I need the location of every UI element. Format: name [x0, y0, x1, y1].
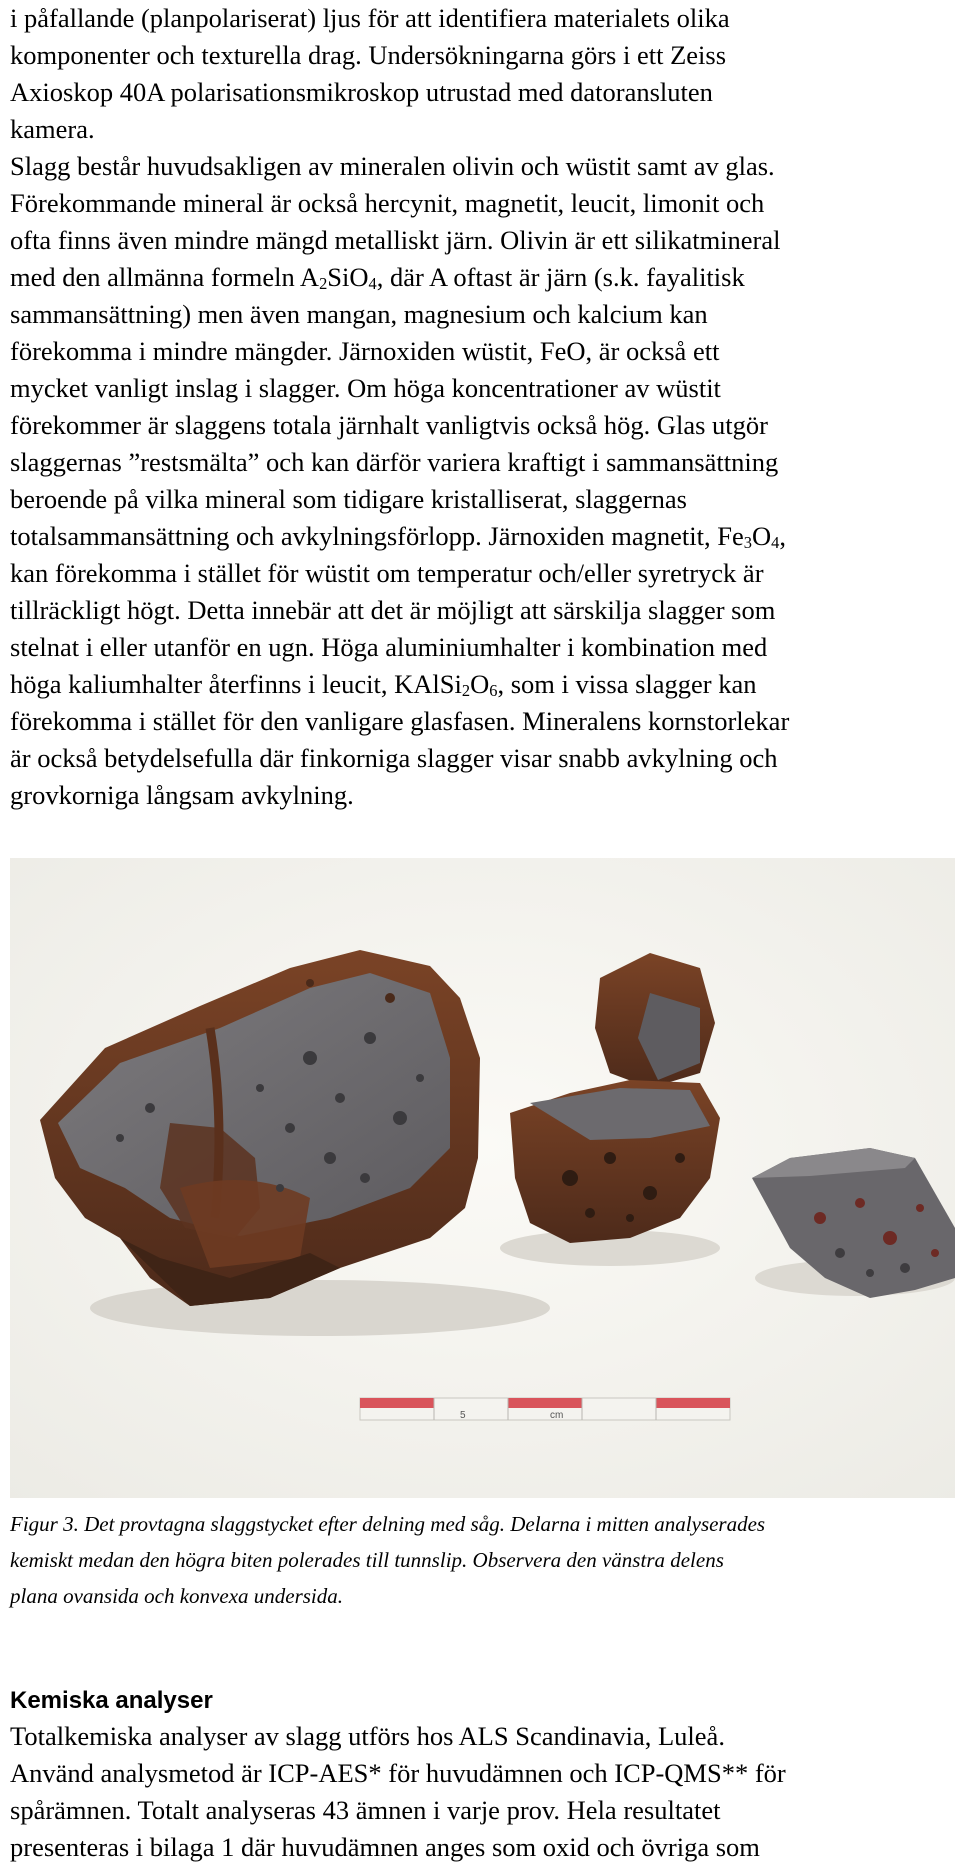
- text-line: mycket vanligt inslag i slagger. Om höga koncentrationer av wüstit: [10, 373, 721, 403]
- text-line: är också betydelsefulla där finkorniga slagger visar snabb avkylning och: [10, 743, 778, 773]
- text-line: förekommer är slaggens totala järnhalt vanligtvis också hög. Glas utgör: [10, 410, 768, 440]
- text-line: Slagg består huvudsakligen av mineralen olivin och wüstit samt av glas.: [10, 151, 775, 181]
- caption-line: Figur 3. Det provtagna slaggstycket efter delning med såg. Delarna i mitten analyserades: [10, 1512, 766, 1536]
- text-line: Totalkemiska analyser av slagg utförs hos ALS Scandinavia, Luleå.: [10, 1721, 725, 1751]
- text-line-formula: [10, 666, 955, 703]
- scale-label-unit: cm: [550, 1410, 564, 1421]
- text-fragment: , som i vissa slagger kan: [497, 669, 757, 699]
- text-line: Axioskop 40A polarisationsmikroskop utrustad med datoransluten: [10, 77, 713, 107]
- scale-label-number: 5: [460, 1410, 466, 1421]
- caption-line: kemiskt medan den högra biten polerades till tunnslip. Observera den vänstra delens: [10, 1548, 724, 1572]
- text-fragment: totalsammansättning och avkylningsförlopp. Järnoxiden magnetit, Fe: [10, 521, 744, 551]
- slag-photo: [10, 858, 955, 1498]
- section-heading: Kemiska analyser: [10, 1687, 213, 1714]
- text-fragment: med den allmänna formeln A: [10, 262, 320, 292]
- text-line: Förekommande mineral är också hercynit, magnetit, leucit, limonit och: [10, 188, 765, 218]
- scale-bar: [360, 1398, 730, 1421]
- subscript: 3: [743, 532, 752, 552]
- text-line: sammansättning) men även mangan, magnesium och kalcium kan: [10, 299, 708, 329]
- text-line: Använd analysmetod är ICP-AES* för huvudämnen och ICP-QMS** för: [10, 1758, 786, 1788]
- body-paragraph: [10, 0, 955, 814]
- text-line: beroende på vilka mineral som tidigare kristalliserat, slaggernas: [10, 484, 687, 514]
- text-line: spårämnen. Totalt analyseras 43 ämnen i varje prov. Hela resultatet: [10, 1795, 721, 1825]
- text-line-formula: [10, 259, 955, 296]
- text-fragment: O: [752, 521, 772, 551]
- text-line: ofta finns även mindre mängd metalliskt järn. Olivin är ett silikatmineral: [10, 225, 781, 255]
- text-line-formula: [10, 518, 955, 555]
- text-line: tillräckligt högt. Detta innebär att det är möjligt att särskilja slagger som: [10, 595, 776, 625]
- subscript: 4: [368, 273, 377, 293]
- subscript: 2: [461, 680, 471, 700]
- text-line: komponenter och texturella drag. Undersökningarna görs i ett Zeiss: [10, 40, 727, 70]
- text-line: förekomma i stället för den vanligare glasfasen. Mineralens kornstorlekar: [10, 706, 790, 736]
- caption-line: plana ovansida och konvexa undersida.: [10, 1584, 344, 1608]
- text-line: grovkorniga långsam avkylning.: [10, 780, 354, 810]
- text-line: slaggernas ”restsmälta” och kan därför variera kraftigt i sammansättning: [10, 447, 779, 477]
- text-fragment: SiO: [327, 262, 369, 292]
- subscript: 2: [319, 273, 328, 293]
- text-line: i påfallande (planpolariserat) ljus för att identifiera materialets olika: [10, 3, 730, 33]
- text-fragment: höga kaliumhalter återfinns i leucit, KAlSi: [10, 669, 462, 699]
- subscript: 6: [489, 680, 498, 700]
- text-line: stelnat i eller utanför en ugn. Höga aluminiumhalter i kombination med: [10, 632, 768, 662]
- subscript: 4: [771, 532, 780, 552]
- section-paragraph: [10, 1718, 955, 1866]
- text-fragment: O: [470, 669, 490, 699]
- text-fragment: ,: [779, 521, 786, 551]
- text-line: kamera.: [10, 114, 95, 144]
- text-line: presenteras i bilaga 1 där huvudämnen anges som oxid och övriga som: [10, 1832, 760, 1862]
- text-line: förekomma i mindre mängder. Järnoxiden wüstit, FeO, är också ett: [10, 336, 720, 366]
- text-fragment: , där A oftast är järn (s.k. fayalitisk: [376, 262, 745, 292]
- text-line: kan förekomma i stället för wüstit om temperatur och/eller syretryck är: [10, 558, 764, 588]
- figure-caption: [10, 1506, 955, 1614]
- shadow: [90, 1280, 550, 1336]
